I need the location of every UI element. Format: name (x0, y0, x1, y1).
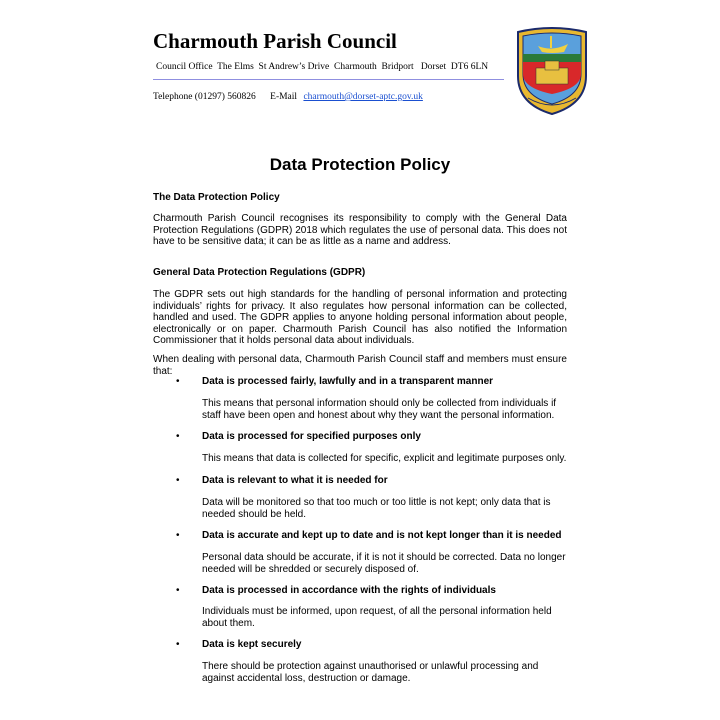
contact-line (153, 92, 423, 102)
principle-text: This means that personal information should only be collected from individuals if staff have been open and honest about why they want the personal information. (202, 398, 557, 421)
intro-text: When dealing with personal data, Charmouth Parish Council staff and members must ensure that: (153, 354, 567, 377)
telephone: Telephone (01297) 560826 (153, 92, 256, 102)
council-crest-logo (514, 26, 590, 116)
bullet-icon: • (176, 475, 180, 486)
principle-heading: Data is processed for specified purposes only (202, 431, 421, 442)
email-label: E-Mail (270, 92, 298, 102)
principle-text: Data will be monitored so that too much or too little is not kept; only data that is needed should be held. (202, 497, 551, 520)
principle-text: Individuals must be informed, upon request, of all the personal information held about them. (202, 606, 552, 629)
section-heading: The Data Protection Policy (153, 192, 280, 203)
section-heading: General Data Protection Regulations (GDPR) (153, 267, 366, 278)
principle-text: Personal data should be accurate, if it is not it should be corrected. Data no longer needed will be shredded or securely disposed of. (202, 552, 566, 575)
principle-text: There should be protection against unauthorised or unlawful processing and against accidental loss, destruction or damage. (202, 661, 539, 684)
section-text: Charmouth Parish Council recognises its responsibility to comply with the General Data Protection Regulations (GDPR) 2018 which regulates the use of personal data. This does not have to be sensitive data; it can be as little as a name and address. (153, 213, 567, 248)
principle-heading: Data is kept securely (202, 639, 302, 650)
section-text: The GDPR sets out high standards for the handling of personal information and protecting individuals’ rights for privacy. It also regulates how personal information can be collected, handled and used. The GDPR applies to anyone holding personal information about people, electronically or on paper. Charmouth Parish Council has also notified the Information Commissioner that it holds personal data about individuals. (153, 289, 567, 347)
page-title: Data Protection Policy (269, 155, 451, 174)
principle-heading: Data is relevant to what it is needed for (202, 475, 388, 486)
org-name: Charmouth Parish Council (153, 29, 397, 53)
bullet-icon: • (176, 530, 180, 541)
address: Council Office The Elms St Andrew’s Drive Charmouth Bridport Dorset DT6 6LN (156, 62, 489, 72)
bullet-icon: • (176, 376, 180, 387)
principle-heading: Data is processed fairly, lawfully and in a transparent manner (202, 376, 494, 387)
principle-heading: Data is processed in accordance with the rights of individuals (202, 585, 496, 596)
divider (153, 79, 504, 80)
email-link[interactable]: charmouth@dorset-aptc.gov.uk (303, 92, 423, 102)
principle-heading: Data is accurate and kept up to date and is not kept longer than it is needed (202, 530, 562, 541)
bullet-icon: • (176, 585, 180, 596)
bullet-icon: • (176, 431, 180, 442)
bullet-icon: • (176, 639, 180, 650)
principle-text: This means that data is collected for specific, explicit and legitimate purposes only. (202, 453, 567, 464)
